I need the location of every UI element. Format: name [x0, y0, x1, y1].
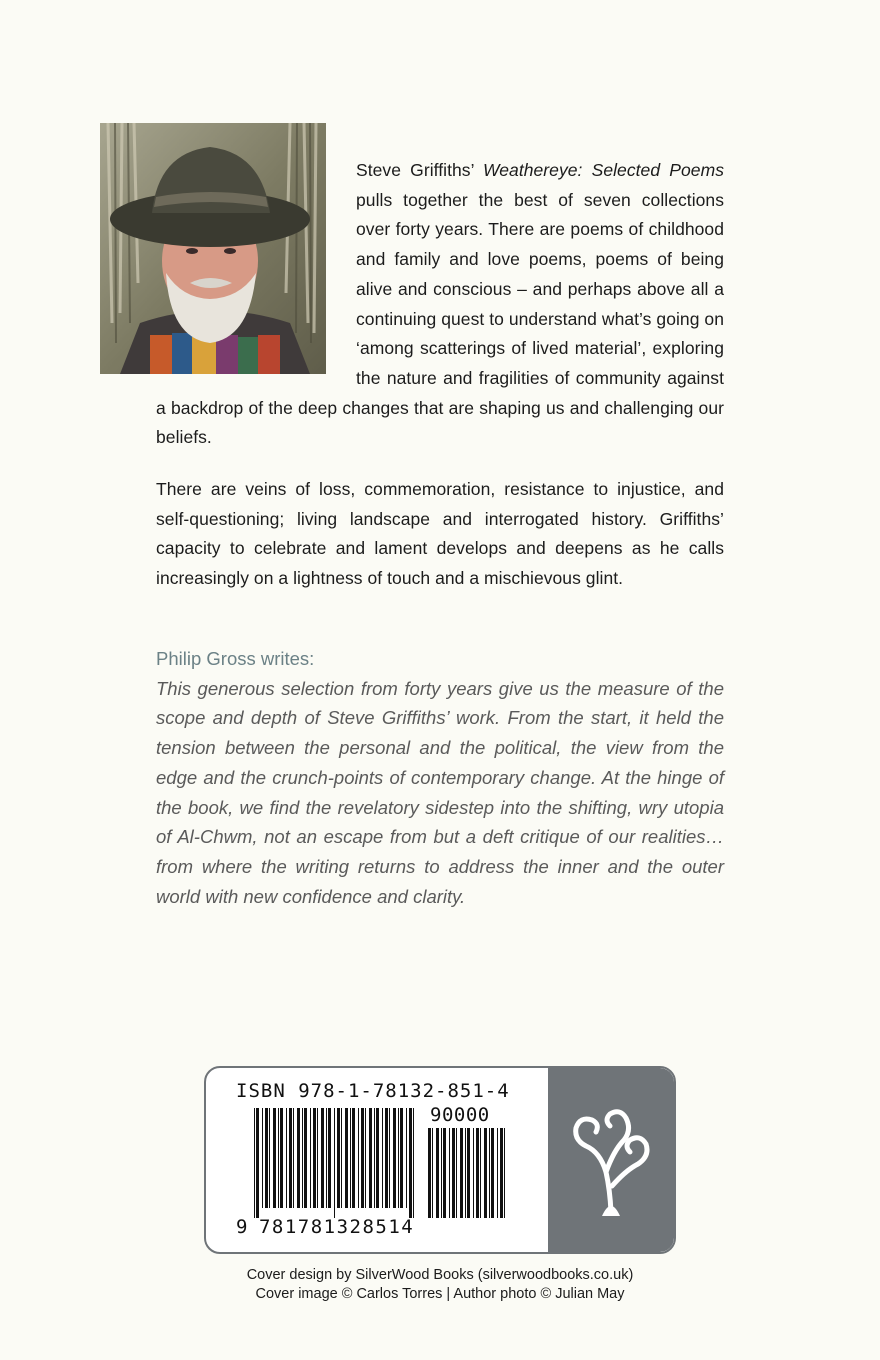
barcode-bar: [304, 1108, 307, 1208]
endorsement-text: This generous selection from forty years give us the measure of the scope and depth of Steve Griffiths’ work. From the start, it held the tension between the personal and the political, the view from the edge and the crunch-points of contemporary change. At the hinge of the book, we find the revelatory sidestep into the shifting, wry utopia of Al-Chwm, not an escape from but a deft critique of our realities…from where the writing returns to address the inner and the outer world with new confidence and clarity.: [156, 677, 724, 907]
barcode-bar: [443, 1128, 446, 1218]
barcode-bar: [484, 1128, 487, 1218]
barcode-bar: [480, 1128, 481, 1218]
barcode-bar: [289, 1108, 292, 1208]
barcode-bar: [385, 1108, 388, 1208]
tree-swirl-icon: [566, 1100, 656, 1220]
barcode-bar: [337, 1108, 340, 1208]
ean-group-1: 781781: [258, 1216, 337, 1238]
barcode-bar: [432, 1128, 433, 1218]
barcode-bar: [326, 1108, 327, 1208]
publisher-logo-panel: [548, 1068, 674, 1252]
ean-lead-digit: 9: [236, 1216, 249, 1238]
barcode-bar: [382, 1108, 383, 1208]
barcode-bar: [467, 1128, 470, 1218]
barcode-bar: [504, 1128, 505, 1218]
barcode-bar: [497, 1128, 498, 1218]
description-paragraph-1: [156, 156, 724, 453]
barcode-bar: [341, 1108, 342, 1208]
barcode-bar: [286, 1108, 287, 1208]
barcode-panel: [204, 1066, 676, 1254]
barcode-bar: [389, 1108, 390, 1208]
barcode-bar: [452, 1128, 455, 1218]
credits-images: Cover image © Carlos Torres | Author photo © Julian May: [255, 1286, 625, 1302]
book-description: [156, 156, 724, 594]
barcode-bar: [406, 1108, 407, 1208]
barcode-bar: [273, 1108, 276, 1208]
barcode-bar: [313, 1108, 316, 1208]
barcode-bar: [428, 1128, 431, 1218]
barcode-bar: [489, 1128, 490, 1218]
credits: [0, 1266, 880, 1304]
barcode-bar: [352, 1108, 355, 1208]
barcode-bar: [365, 1108, 366, 1208]
barcode-bar: [456, 1128, 457, 1218]
barcode-bar: [262, 1108, 263, 1208]
barcode-bar: [297, 1108, 300, 1208]
barcode-bar: [293, 1108, 294, 1208]
barcode-bar: [393, 1108, 396, 1208]
barcode-bar: [436, 1128, 439, 1218]
description-paragraph-2: There are veins of loss, commemoration, resistance to injustice, and self-questioning; living landscape and interrogated history. Griffiths’ capacity to celebrate and lament develops and deepens as he calls increasingly on a lightness of touch and a mischievous glint.: [156, 479, 724, 589]
barcode-bar: [350, 1108, 351, 1208]
endorsement-heading: Philip Gross writes:: [156, 648, 315, 669]
barcode-bar: [398, 1108, 399, 1208]
barcode-bar: [334, 1108, 335, 1218]
barcode-bar: [310, 1108, 311, 1208]
barcode-bar: [358, 1108, 359, 1208]
photo-spacer: [156, 156, 356, 388]
barcode-bar: [254, 1108, 255, 1218]
barcode-bar: [441, 1128, 442, 1218]
barcode-bar: [400, 1108, 403, 1208]
barcode-bar: [369, 1108, 372, 1208]
ean-group-2: 328514: [336, 1216, 415, 1238]
book-title: Weathereye: Selected Poems: [483, 160, 724, 180]
barcode-bar: [374, 1108, 375, 1208]
description-intro: Steve Griffiths’: [356, 160, 484, 180]
barcode-bar: [256, 1108, 259, 1218]
price-addon-number: 90000: [430, 1104, 490, 1126]
barcode-bar: [409, 1108, 412, 1218]
barcode-bar: [500, 1128, 503, 1218]
barcode-bar: [328, 1108, 331, 1208]
barcode-bar: [376, 1108, 379, 1208]
barcode-bar: [302, 1108, 303, 1208]
barcode-bar: [280, 1108, 283, 1208]
credits-design: Cover design by SilverWood Books (silverwoodbooks.co.uk): [246, 1267, 634, 1283]
barcode-bar: [449, 1128, 450, 1218]
barcode-bar: [345, 1108, 348, 1208]
ean-digits: [236, 1216, 414, 1238]
barcode-bar: [413, 1108, 414, 1218]
description-text: pulls together the best of seven collections over forty years. There are poems of childhood and family and love poems, poems of being alive and conscious – and perhaps above all a continuing quest to understand what’s going on ‘among scatterings of lived material’, exploring the nature and fragilities of community against a backdrop of the deep changes that are shaping us and challenging our beliefs.: [156, 189, 724, 448]
barcode-bar: [317, 1108, 318, 1208]
barcode-bar: [460, 1128, 463, 1218]
barcode-bar: [278, 1108, 279, 1208]
barcode-bar: [473, 1128, 474, 1218]
barcode-bar: [476, 1128, 479, 1218]
barcode-bar: [269, 1108, 270, 1208]
isbn-label: ISBN 978-1-78132-851-4: [236, 1080, 510, 1102]
endorsement: [156, 644, 724, 911]
barcode-bar: [321, 1108, 324, 1208]
barcode-bar: [465, 1128, 466, 1218]
barcode-bar: [361, 1108, 364, 1208]
barcode-bar: [265, 1108, 268, 1208]
barcode-bar: [491, 1128, 494, 1218]
